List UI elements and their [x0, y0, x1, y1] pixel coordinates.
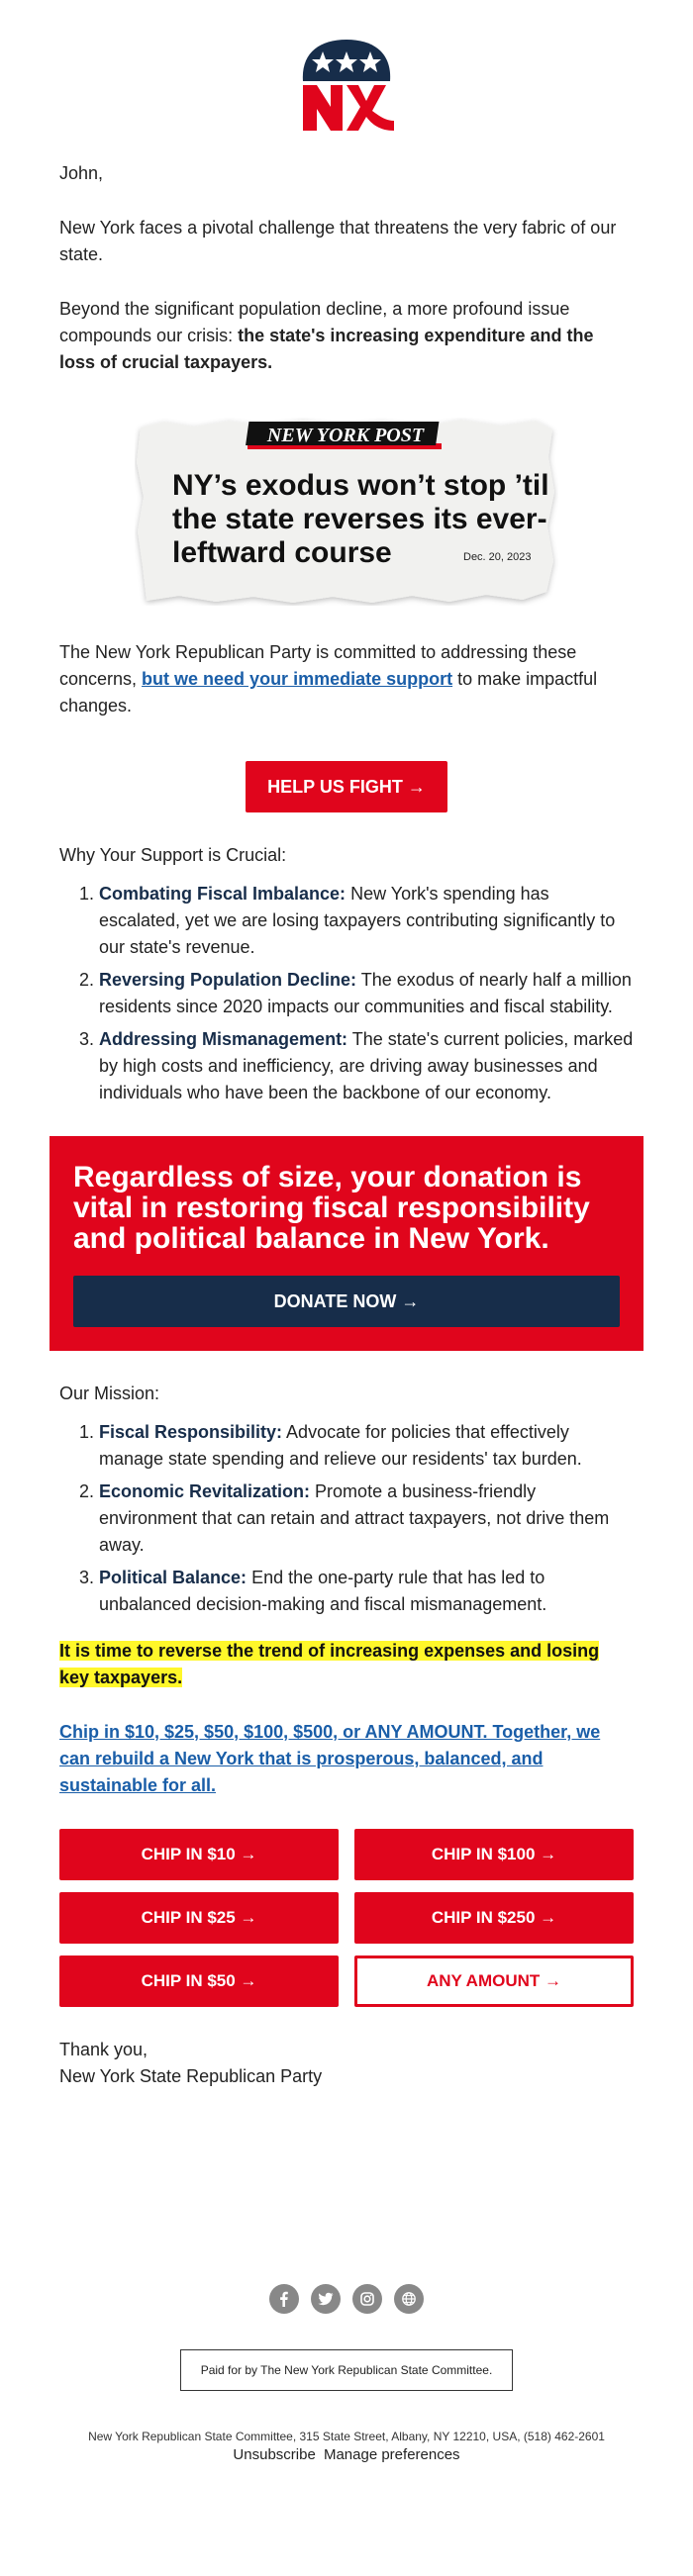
- chip-10-button[interactable]: CHIP IN $10 →: [59, 1829, 339, 1880]
- twitter-icon[interactable]: [311, 2284, 341, 2314]
- list-item: 1. Fiscal Responsibility: Advocate for policies that effectively manage state spending and relieve our residents' tax burden.: [99, 1419, 634, 1473]
- commitment-text: The New York Republican Party is committed to addressing these concerns,: [59, 642, 577, 689]
- headline-line-1: NY’s exodus won’t stop ’til: [172, 469, 549, 502]
- chip-button-grid: [59, 1829, 634, 2007]
- instagram-icon[interactable]: [352, 2284, 382, 2314]
- chip-50-button[interactable]: CHIP IN $50 →: [59, 1956, 339, 2007]
- crisis-paragraph: [59, 296, 634, 376]
- footer-links: [0, 2446, 693, 2463]
- manage-preferences-link[interactable]: Manage preferences: [323, 2446, 460, 2463]
- support-link[interactable]: but we need your immediate support: [142, 669, 453, 689]
- highlight-text: It is time to reverse the trend of increasing expenses and losing key taxpayers.: [59, 1641, 600, 1687]
- mission-list: [59, 1419, 634, 1618]
- website-globe-icon[interactable]: [394, 2284, 424, 2314]
- masthead-text: NEW YORK POST: [266, 425, 425, 446]
- facebook-icon[interactable]: [269, 2284, 299, 2314]
- donation-banner: [50, 1136, 644, 1351]
- commitment-text-end: to make impactful changes.: [59, 669, 598, 716]
- paid-for-disclaimer: Paid for by The New York Republican State Committee.: [180, 2349, 514, 2391]
- donate-now-button[interactable]: DONATE NOW →: [73, 1276, 620, 1327]
- chip-paragraph: [59, 1719, 634, 1799]
- list-item: 1. Combating Fiscal Imbalance: New York's spending has escalated, yet we are losing taxpayers contributing significantly to our state's revenue.: [99, 881, 634, 961]
- news-clipping-image: [135, 418, 558, 606]
- list-item: 2. Economic Revitalization: Promote a business-friendly environment that can retain and attract taxpayers, not drive them away.: [99, 1479, 634, 1559]
- headline-line-2: the state reverses its ever-: [172, 503, 547, 535]
- signoff-thanks: Thank you,: [59, 2040, 148, 2059]
- signoff-org: New York State Republican Party: [59, 2066, 323, 2086]
- crisis-bold: the state's increasing expenditure and the loss of crucial taxpayers.: [59, 326, 594, 372]
- highlight-paragraph: [59, 1638, 634, 1691]
- why-list: [59, 881, 634, 1106]
- mission-heading: Our Mission:: [59, 1383, 160, 1403]
- any-amount-button[interactable]: ANY AMOUNT →: [354, 1956, 634, 2007]
- why-heading: Why Your Support is Crucial:: [59, 845, 287, 865]
- crisis-text: Beyond the significant population decline, a more profound issue compounds our crisis:: [59, 299, 570, 345]
- clipping-date: Dec. 20, 2023: [463, 551, 532, 563]
- list-item: 3. Political Balance: End the one-party rule that has led to unbalanced decision-making and fiscal mismanagement.: [99, 1565, 634, 1618]
- greeting: John,: [59, 163, 104, 183]
- chip-25-button[interactable]: CHIP IN $25 →: [59, 1892, 339, 1944]
- nygop-elephant-logo: [295, 38, 398, 133]
- commitment-paragraph: [59, 639, 634, 719]
- social-links: [0, 2284, 693, 2314]
- intro-paragraph: New York faces a pivotal challenge that threatens the very fabric of our state.: [59, 218, 617, 264]
- help-us-fight-button[interactable]: HELP US FIGHT →: [246, 761, 447, 812]
- list-item: 2. Reversing Population Decline: The exodus of nearly half a million residents since 2020 impacts our communities and fiscal stability.: [99, 967, 634, 1020]
- email-body: [0, 38, 693, 2463]
- chip-250-button[interactable]: CHIP IN $250 →: [354, 1892, 634, 1944]
- chip-in-link[interactable]: Chip in $10, $25, $50, $100, $500, or ANY AMOUNT. Together, we can rebuild a New York that is prosperous, balanced, and sustainable for all.: [59, 1722, 601, 1795]
- chip-100-button[interactable]: CHIP IN $100 →: [354, 1829, 634, 1880]
- footer-address: New York Republican State Committee, 315 State Street, Albany, NY 12210, USA, (518) 462-2601: [88, 2430, 605, 2443]
- headline-line-3: leftward course: [172, 536, 392, 569]
- unsubscribe-link[interactable]: Unsubscribe: [233, 2446, 316, 2463]
- banner-headline: Regardless of size, your donation is vital in restoring fiscal responsibility and political balance in New York.: [73, 1161, 590, 1255]
- list-item: 3. Addressing Mismanagement: The state's current policies, marked by high costs and inefficiency, are driving away businesses and individuals who have been the backbone of our economy.: [99, 1026, 634, 1106]
- footer: [0, 2284, 693, 2463]
